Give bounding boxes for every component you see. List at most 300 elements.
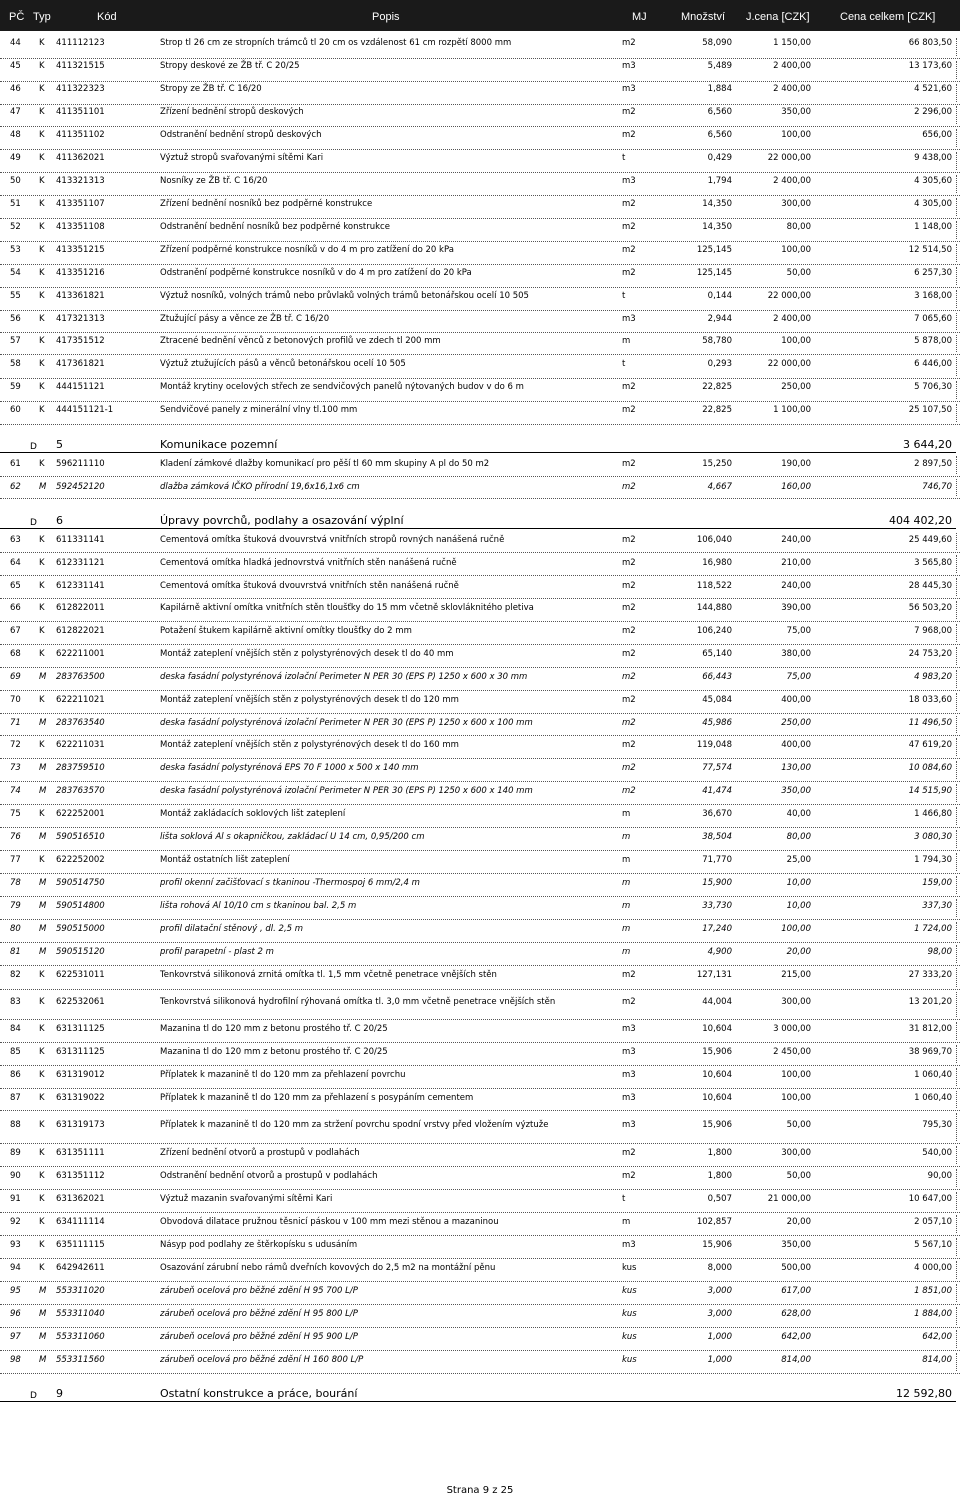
table-row (0, 759, 960, 782)
section-name: Úpravy povrchů, podlahy a osazování výplní (160, 514, 404, 527)
section-header (0, 514, 960, 530)
section-marker: D (30, 442, 37, 452)
row-pc: 92 (10, 1217, 21, 1227)
table-row (0, 288, 960, 311)
table-row (0, 104, 960, 127)
table-header (0, 0, 960, 31)
row-mnozstvi: 15,250 (702, 459, 732, 469)
row-celkem: 18 033,60 (908, 695, 952, 705)
row-popis: Kapilárně aktivní omítka vnitřních stěn tloušťky do 15 mm včetně sklovláknitého pletiva (160, 603, 534, 613)
section-name: Komunikace pozemní (160, 438, 278, 451)
row-mj: kus (622, 1286, 637, 1296)
row-popis: Ztracené bednění věnců z betonových profilů ve zdech tl 200 mm (160, 336, 441, 346)
row-pc: 62 (10, 482, 21, 492)
row-divider (956, 876, 957, 894)
row-popis: Příplatek k mazanině tl do 120 mm za přehlazení povrchu (160, 1070, 406, 1080)
row-pc: 83 (10, 997, 21, 1007)
row-divider (956, 1215, 957, 1233)
table-row (0, 127, 960, 150)
row-divider (956, 807, 957, 825)
row-mnozstvi: 10,604 (702, 1070, 732, 1080)
row-popis: Zřízení bednění nosníků bez podpěrné konstrukce (160, 199, 373, 209)
row-celkem: 4 305,60 (914, 176, 952, 186)
row-divider (956, 1307, 957, 1325)
row-popis: Stropy deskové ze ŽB tř. C 20/25 (160, 61, 300, 71)
row-kod: 413351216 (56, 268, 105, 278)
table-row (0, 622, 960, 645)
row-mnozstvi: 0,144 (707, 291, 732, 301)
row-celkem: 7 968,00 (914, 626, 952, 636)
row-typ: K (39, 1024, 45, 1034)
row-celkem: 10 647,00 (908, 1194, 952, 1204)
row-celkem: 24 753,20 (908, 649, 952, 659)
row-kod: 411362021 (56, 153, 105, 163)
row-kod: 622531011 (56, 970, 105, 980)
row-divider (956, 830, 957, 848)
row-jcena: 25,00 (786, 855, 811, 865)
row-jcena: 20,00 (786, 947, 811, 957)
row-kod: 622211001 (56, 649, 105, 659)
table-row (0, 196, 960, 219)
row-divider (956, 761, 957, 779)
row-celkem: 3 080,30 (914, 832, 952, 842)
row-popis: Kladení zámkové dlažby komunikací pro pěší tl 60 mm skupiny A pl do 50 m2 (160, 459, 490, 469)
row-typ: K (39, 359, 45, 369)
row-divider (956, 693, 957, 711)
row-mj: m (622, 924, 631, 934)
row-pc: 71 (10, 718, 21, 728)
row-divider (956, 1284, 957, 1302)
row-kod: 413351215 (56, 245, 105, 255)
row-mnozstvi: 125,145 (696, 245, 732, 255)
row-jcena: 10,00 (786, 901, 811, 911)
row-kod: 631351112 (56, 1171, 105, 1181)
row-jcena: 21 000,00 (767, 1194, 811, 1204)
row-celkem: 337,30 (922, 901, 952, 911)
table-row (0, 1043, 960, 1066)
row-typ: M (39, 718, 47, 728)
row-celkem: 5 878,00 (914, 336, 952, 346)
row-popis: Odstranění bednění nosníků bez podpěrné konstrukce (160, 222, 390, 232)
row-kod: 444151121 (56, 382, 105, 392)
row-celkem: 3 565,80 (914, 558, 952, 568)
row-pc: 57 (10, 336, 21, 346)
section-marker: D (30, 518, 37, 528)
row-typ: K (39, 1148, 45, 1158)
row-popis: Nosníky ze ŽB tř. C 16/20 (160, 176, 268, 186)
row-mnozstvi: 118,522 (696, 581, 732, 591)
row-typ: K (39, 107, 45, 117)
row-mnozstvi: 10,604 (702, 1024, 732, 1034)
row-divider (956, 290, 957, 308)
row-popis: deska fasádní polystyrénová izolační Perimeter N PER 30 (EPS P) 1250 x 600 x 100 mm (160, 718, 533, 728)
row-mnozstvi: 0,507 (707, 1194, 732, 1204)
row-divider (956, 968, 957, 987)
row-pc: 55 (10, 291, 21, 301)
row-mnozstvi: 36,670 (702, 809, 732, 819)
row-divider (956, 335, 957, 352)
row-pc: 84 (10, 1024, 21, 1034)
row-mj: m (622, 947, 631, 957)
row-divider (956, 267, 957, 285)
row-jcena: 400,00 (781, 695, 811, 705)
table-row (0, 691, 960, 714)
row-pc: 96 (10, 1309, 21, 1319)
row-pc: 65 (10, 581, 21, 591)
table-row (0, 645, 960, 668)
row-popis: Sendvičové panely z minerální vlny tl.100 mm (160, 405, 358, 415)
col-kod: Kód (97, 11, 117, 23)
row-celkem: 795,30 (922, 1120, 952, 1130)
row-mnozstvi: 77,574 (702, 763, 732, 773)
row-kod: 612331121 (56, 558, 105, 568)
table-row (0, 1190, 960, 1213)
row-popis: Výztuž nosníků, volných trámů nebo průvlaků volných trámů betonářskou ocelí 10 505 (160, 291, 529, 301)
section-underline (0, 1401, 956, 1402)
row-jcena: 300,00 (781, 1148, 811, 1158)
row-pc: 75 (10, 809, 21, 819)
row-kod: 417351512 (56, 336, 105, 346)
row-kod: 631362021 (56, 1194, 105, 1204)
row-celkem: 11 496,50 (908, 718, 952, 728)
row-celkem: 1 466,80 (914, 809, 952, 819)
row-typ: K (39, 130, 45, 140)
row-celkem: 1 060,40 (914, 1093, 952, 1103)
col-jcena: J.cena [CZK] (746, 11, 810, 23)
row-typ: K (39, 314, 45, 324)
row-kod: 590516510 (56, 832, 105, 842)
row-divider (956, 244, 957, 262)
row-celkem: 1 724,00 (914, 924, 952, 934)
row-divider (956, 670, 957, 688)
row-mj: m2 (622, 649, 636, 659)
row-typ: M (39, 947, 47, 957)
row-typ: K (39, 1240, 45, 1250)
row-popis: Příplatek k mazanině tl do 120 mm za přehlazení s posypáním cementem (160, 1093, 474, 1103)
row-mnozstvi: 102,857 (696, 1217, 732, 1227)
row-popis: lišta soklová Al s okapničkou, zakládací U 14 cm, 0,95/200 cm (160, 832, 425, 842)
row-celkem: 642,00 (922, 1332, 952, 1342)
row-mnozstvi: 14,350 (702, 222, 732, 232)
row-mj: m2 (622, 245, 636, 255)
row-mnozstvi: 5,489 (707, 61, 732, 71)
row-mj: t (622, 153, 626, 163)
row-pc: 87 (10, 1093, 21, 1103)
row-mj: m2 (622, 603, 636, 613)
table-row (0, 782, 960, 805)
row-typ: K (39, 38, 45, 48)
row-celkem: 814,00 (922, 1355, 952, 1365)
row-typ: K (39, 176, 45, 186)
row-typ: K (39, 153, 45, 163)
row-divider (956, 1045, 957, 1063)
row-jcena: 380,00 (781, 649, 811, 659)
row-kod: 283763570 (56, 786, 105, 796)
row-pc: 45 (10, 61, 21, 71)
row-mnozstvi: 1,800 (707, 1171, 732, 1181)
table-row (0, 82, 960, 105)
row-celkem: 4 521,60 (914, 84, 952, 94)
row-kod: 283763540 (56, 718, 105, 728)
row-typ: K (39, 1217, 45, 1227)
row-mj: m2 (622, 626, 636, 636)
table-row (0, 943, 960, 966)
row-mnozstvi: 106,040 (696, 535, 732, 545)
row-popis: Násyp pod podlahy ze štěrkopísku s udusáním (160, 1240, 358, 1250)
row-typ: K (39, 809, 45, 819)
row-pc: 85 (10, 1047, 21, 1057)
section-name: Ostatní konstrukce a práce, bourání (160, 1387, 358, 1400)
row-jcena: 814,00 (781, 1355, 811, 1365)
row-popis: Výztuž ztužujících pásů a věnců betonářskou ocelí 10 505 (160, 359, 406, 369)
row-kod: 596211110 (56, 459, 105, 469)
row-mj: m3 (622, 1093, 636, 1103)
row-celkem: 28 445,30 (908, 581, 952, 591)
row-mj: m2 (622, 405, 636, 415)
row-popis: zárubeň ocelová pro běžné zdění H 160 800 L/P (160, 1355, 364, 1365)
row-jcena: 350,00 (781, 107, 811, 117)
row-celkem: 1 148,00 (914, 222, 952, 232)
row-jcena: 100,00 (781, 1070, 811, 1080)
table-row (0, 311, 960, 333)
row-popis: profil dilatační stěnový , dl. 2,5 m (160, 924, 304, 934)
row-kod: 631311125 (56, 1047, 105, 1057)
table-row (0, 1282, 960, 1305)
row-divider (956, 152, 957, 170)
table-row (0, 1144, 960, 1167)
row-mnozstvi: 44,004 (702, 997, 732, 1007)
row-pc: 51 (10, 199, 21, 209)
row-kod: 631319022 (56, 1093, 105, 1103)
row-celkem: 2 057,10 (914, 1217, 952, 1227)
row-mnozstvi: 0,293 (707, 359, 732, 369)
row-divider (956, 922, 957, 940)
row-mj: m2 (622, 222, 636, 232)
row-mj: m2 (622, 786, 636, 796)
row-mnozstvi: 22,825 (702, 405, 732, 415)
row-mj: m3 (622, 1070, 636, 1080)
row-pc: 70 (10, 695, 21, 705)
row-mnozstvi: 1,000 (707, 1355, 732, 1365)
row-mj: m2 (622, 199, 636, 209)
table-row (0, 1213, 960, 1236)
page-number: Strana 9 z 25 (446, 1485, 514, 1496)
row-celkem: 2 296,00 (914, 107, 952, 117)
row-pc: 81 (10, 947, 21, 957)
row-kod: 553311060 (56, 1332, 105, 1342)
row-typ: K (39, 603, 45, 613)
row-mnozstvi: 33,730 (702, 901, 732, 911)
row-typ: K (39, 970, 45, 980)
row-divider (956, 1353, 957, 1371)
row-mnozstvi: 10,604 (702, 1093, 732, 1103)
row-jcena: 250,00 (781, 382, 811, 392)
row-celkem: 25 449,60 (908, 535, 952, 545)
table-row (0, 668, 960, 691)
row-kod: 622252002 (56, 855, 105, 865)
row-jcena: 3 000,00 (773, 1024, 811, 1034)
row-jcena: 617,00 (781, 1286, 811, 1296)
table-row (0, 402, 960, 425)
row-celkem: 31 812,00 (908, 1024, 952, 1034)
row-popis: Montáž krytiny ocelových střech ze sendvičových panelů nýtovaných budov v do 6 m (160, 382, 524, 392)
row-typ: M (39, 763, 47, 773)
row-celkem: 98,00 (927, 947, 952, 957)
row-mnozstvi: 1,800 (707, 1148, 732, 1158)
row-celkem: 6 446,00 (914, 359, 952, 369)
row-celkem: 6 257,30 (914, 268, 952, 278)
row-kod: 631319012 (56, 1070, 105, 1080)
row-jcena: 2 400,00 (773, 61, 811, 71)
row-jcena: 50,00 (786, 1120, 811, 1130)
table-row (0, 1328, 960, 1351)
row-mnozstvi: 1,884 (707, 84, 732, 94)
table-row (0, 874, 960, 897)
row-kod: 590514750 (56, 878, 105, 888)
section-underline (0, 452, 956, 453)
section-underline (0, 528, 956, 529)
row-popis: zárubeň ocelová pro běžné zdění H 95 800 L/P (160, 1309, 358, 1319)
row-popis: Strop tl 26 cm ze stropních trámců tl 20 cm os vzdálenost 61 cm rozpětí 8000 mm (160, 38, 512, 48)
row-divider (956, 357, 957, 376)
row-divider (956, 479, 957, 496)
row-kod: 612822021 (56, 626, 105, 636)
row-jcena: 2 450,00 (773, 1047, 811, 1057)
row-pc: 47 (10, 107, 21, 117)
row-jcena: 400,00 (781, 740, 811, 750)
row-celkem: 540,00 (922, 1148, 952, 1158)
col-celkem: Cena celkem [CZK] (840, 11, 936, 23)
row-pc: 88 (10, 1120, 21, 1130)
row-kod: 283763500 (56, 672, 105, 682)
table-row (0, 1305, 960, 1328)
row-typ: K (39, 405, 45, 415)
row-divider (956, 716, 957, 733)
row-mj: m (622, 855, 631, 865)
section-marker: D (30, 1391, 37, 1401)
row-jcena: 50,00 (786, 268, 811, 278)
table-row (0, 242, 960, 265)
row-pc: 89 (10, 1148, 21, 1158)
row-divider (956, 106, 957, 124)
row-jcena: 240,00 (781, 581, 811, 591)
table-row (0, 990, 960, 1020)
row-typ: K (39, 336, 45, 346)
row-mj: kus (622, 1355, 637, 1365)
row-mnozstvi: 119,048 (696, 740, 732, 750)
row-mnozstvi: 45,084 (702, 695, 732, 705)
row-divider (956, 647, 957, 665)
row-divider (956, 1068, 957, 1086)
row-celkem: 56 503,20 (908, 603, 952, 613)
row-divider (956, 381, 957, 399)
row-pc: 49 (10, 153, 21, 163)
row-jcena: 40,00 (786, 809, 811, 819)
row-jcena: 100,00 (781, 1093, 811, 1103)
row-mnozstvi: 16,980 (702, 558, 732, 568)
row-jcena: 210,00 (781, 558, 811, 568)
row-divider (956, 1238, 957, 1256)
row-typ: K (39, 84, 45, 94)
row-kod: 642942611 (56, 1263, 105, 1273)
row-celkem: 1 884,00 (914, 1309, 952, 1319)
row-celkem: 1 060,40 (914, 1070, 952, 1080)
row-kod: 417321313 (56, 314, 105, 324)
row-typ: K (39, 1263, 45, 1273)
row-mnozstvi: 3,000 (707, 1309, 732, 1319)
row-mj: m2 (622, 970, 636, 980)
table-row (0, 36, 960, 59)
row-kod: 622211031 (56, 740, 105, 750)
row-celkem: 4 000,00 (914, 1263, 952, 1273)
table-row (0, 59, 960, 82)
row-mj: kus (622, 1263, 637, 1273)
row-mj: m2 (622, 1171, 636, 1181)
row-jcena: 2 400,00 (773, 314, 811, 324)
row-pc: 73 (10, 763, 21, 773)
row-pc: 77 (10, 855, 21, 865)
row-jcena: 80,00 (786, 222, 811, 232)
row-divider (956, 198, 957, 216)
row-mj: t (622, 359, 626, 369)
row-typ: K (39, 1093, 45, 1103)
row-kod: 413321313 (56, 176, 105, 186)
row-kod: 590515120 (56, 947, 105, 957)
section-total: 3 644,20 (903, 438, 952, 451)
row-pc: 68 (10, 649, 21, 659)
row-popis: Montáž zateplení vnějších stěn z polystyrénových desek tl do 120 mm (160, 695, 459, 705)
row-jcena: 1 150,00 (773, 38, 811, 48)
row-mnozstvi: 17,240 (702, 924, 732, 934)
section-number: 5 (56, 438, 63, 451)
row-celkem: 14 515,90 (908, 786, 952, 796)
row-mj: m2 (622, 535, 636, 545)
row-kod: 590514800 (56, 901, 105, 911)
row-popis: Zřízení podpěrné konstrukce nosníků v do 4 m pro zatížení do 20 kPa (160, 245, 454, 255)
row-popis: deska fasádní polystyrénová izolační Perimeter N PER 30 (EPS P) 1250 x 600 x 30 mm (160, 672, 528, 682)
row-mj: m3 (622, 61, 636, 71)
row-kod: 413351108 (56, 222, 105, 232)
row-mnozstvi: 1,000 (707, 1332, 732, 1342)
row-divider (956, 404, 957, 422)
row-celkem: 38 969,70 (908, 1047, 952, 1057)
row-pc: 48 (10, 130, 21, 140)
row-mnozstvi: 0,429 (707, 153, 732, 163)
row-mj: m2 (622, 763, 636, 773)
row-typ: K (39, 649, 45, 659)
row-pc: 60 (10, 405, 21, 415)
row-jcena: 22 000,00 (767, 359, 811, 369)
row-pc: 58 (10, 359, 21, 369)
table-row (0, 920, 960, 943)
row-divider (956, 1169, 957, 1187)
row-pc: 44 (10, 38, 21, 48)
row-pc: 74 (10, 786, 21, 796)
row-popis: Cementová omítka štuková dvouvrstvá vnitřních stěn nanášená ručně (160, 581, 459, 591)
row-celkem: 4 305,00 (914, 199, 952, 209)
row-jcena: 50,00 (786, 1171, 811, 1181)
row-typ: K (39, 245, 45, 255)
table-row (0, 805, 960, 828)
row-typ: K (39, 268, 45, 278)
row-celkem: 4 983,20 (914, 672, 952, 682)
row-kod: 592452120 (56, 482, 105, 492)
row-mj: m3 (622, 176, 636, 186)
row-mj: m2 (622, 382, 636, 392)
row-mj: m (622, 878, 631, 888)
col-mj: MJ (632, 11, 647, 23)
row-divider (956, 784, 957, 802)
